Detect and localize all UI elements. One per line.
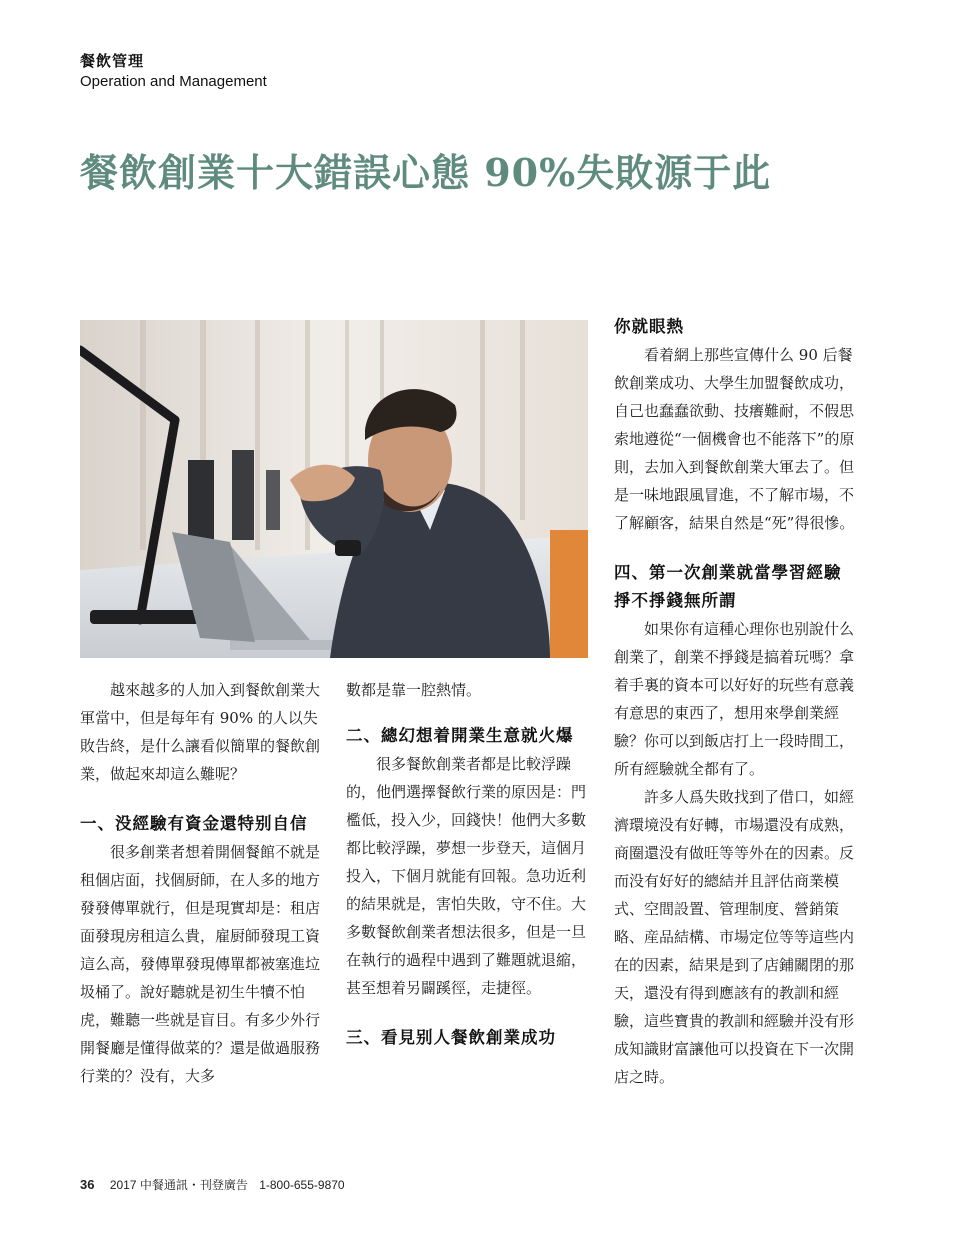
heading-3: 三、看見别人餐飲創業成功 bbox=[346, 1028, 556, 1047]
continued-paragraph: 數都是靠一腔熱情。 bbox=[346, 681, 482, 699]
phone-number: 1-800-655-9870 bbox=[259, 1178, 345, 1192]
article-title: 餐飲創業十大錯誤心態 90%失敗源于此 bbox=[80, 150, 772, 195]
intro-paragraph: 越來越多的人加入到餐飲創業大軍當中，但是每年有 90% 的人以失敗告終，是什么讓看似簡單的餐飲創業，做起來却這么難呢？ bbox=[80, 681, 321, 783]
article-column-2 bbox=[346, 676, 590, 1052]
heading-3-continued: 你就眼熱 bbox=[614, 317, 684, 336]
paragraph-4: 如果你有這種心理你也别說什么創業了，創業不掙錢是搞着玩嗎？拿着手裏的資本可以好好的玩些有意義有意思的東西了，想用來學創業經驗？你可以到飯店打上一段時間工，所有經驗就全都有了。 bbox=[614, 620, 855, 778]
page-footer bbox=[80, 1176, 345, 1193]
article-photo bbox=[80, 320, 588, 658]
paragraph-2: 很多餐飲創業者都是比較浮躁的，他們選擇餐飲行業的原因是：門檻低，投入少，回錢快！他們大多數都比較浮躁，夢想一步登天，這個月投入，下個月就能有回報。急功近利的結果就是，害怕失敗，守不住。大多數餐飲創業者想法很多，但是一旦在執行的過程中遇到了難題就退縮，甚至想着另闢蹊徑，走捷徑。 bbox=[346, 755, 587, 997]
paragraph-3: 看着網上那些宣傳什么 90 后餐飲創業成功、大學生加盟餐飲成功，自己也蠢蠢欲動、技癢難耐，不假思索地遵從“一個機會也不能落下”的原則，去加入到餐飲創業大軍去了。但是一味地跟風冒進，不了解市場，不了解顧客，結果自然是“死”得很慘。 bbox=[614, 346, 855, 532]
heading-4: 四、第一次創業就當學習經驗 掙不掙錢無所謂 bbox=[614, 563, 842, 610]
publication-name: 2017 中餐通訊・刊登廣告 bbox=[109, 1178, 248, 1192]
heading-2: 二、總幻想着開業生意就火爆 bbox=[346, 726, 574, 745]
section-label-chinese: 餐飲管理 bbox=[80, 52, 145, 70]
paragraph-1: 很多創業者想着開個餐館不就是租個店面，找個厨師，在人多的地方發發傳單就行，但是現實却是：租店面發現房租這么貴，雇厨師發現工資這么高，發傳單發現傳單都被塞進垃圾桶了。說好聽就是初生牛犢不怕虎，難聽一些就是盲目。有多少外行開餐廳是懂得做菜的？還是做過服務行業的？没有，大多 bbox=[80, 843, 321, 1085]
article-column-1 bbox=[80, 676, 324, 1090]
paragraph-5: 許多人爲失敗找到了借口，如經濟環境没有好轉，市場還没有成熟，商圈還没有做旺等等外在的因素。反而没有好好的總結并且評估商業模式、空間設置、管理制度、營銷策略、産品結構、市場定位等等這些内在的因素，結果是到了店鋪關閉的那天，還没有得到應該有的教訓和經驗，這些寶貴的教訓和經驗并没有形成知識財富讓他可以投資在下一次開店之時。 bbox=[614, 788, 855, 1086]
article-column-3 bbox=[614, 313, 859, 1091]
section-label-english: Operation and Management bbox=[80, 73, 267, 90]
page-number: 36 bbox=[80, 1177, 95, 1192]
heading-1: 一、没經驗有資金還特别自信 bbox=[80, 814, 308, 833]
